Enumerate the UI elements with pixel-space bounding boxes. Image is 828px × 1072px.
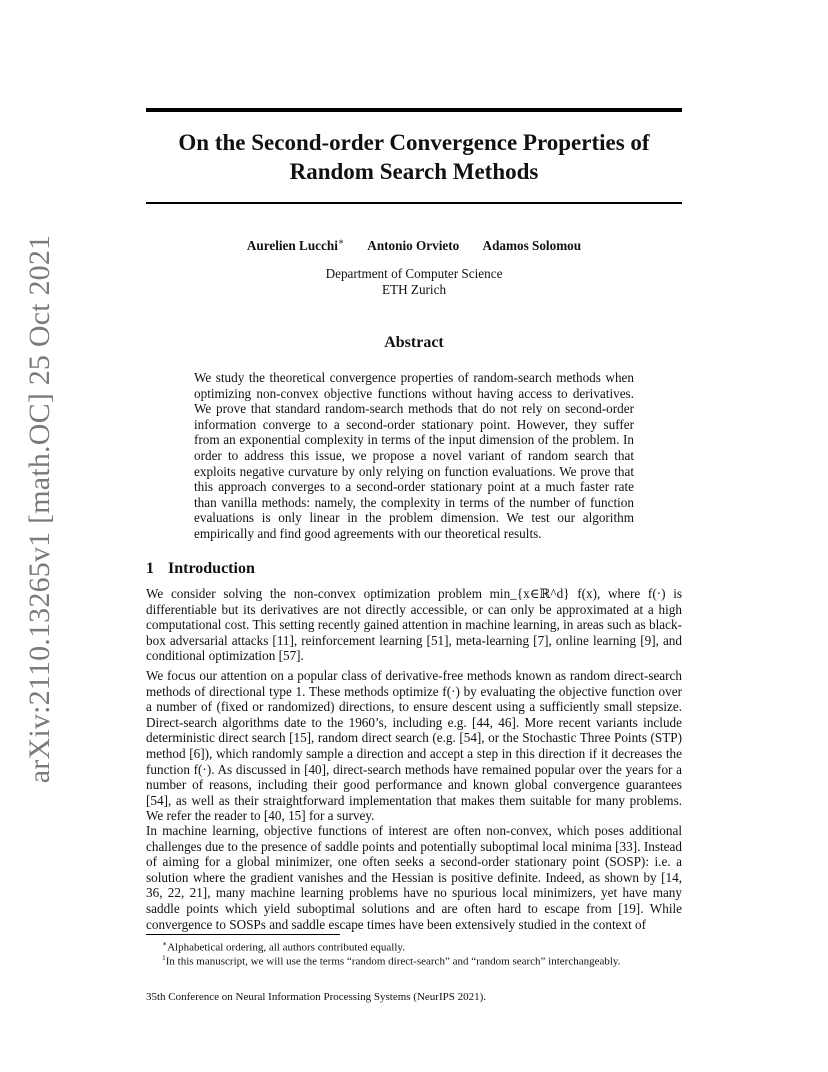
abstract-heading: Abstract [384,334,444,351]
author-name: Antonio Orvieto [367,238,460,254]
title-line-2: Random Search Methods [289,159,539,184]
section-title: Introduction [168,560,255,577]
author-list [146,237,682,254]
footnote-rule [146,934,340,935]
section-heading [146,560,682,578]
paper-title [146,128,682,186]
footnote-mark: ∗ [162,939,168,948]
footnote-2 [146,951,722,969]
affiliation-institution: ETH Zurich [381,282,447,297]
abstract-text: We study the theoretical convergence properties of random-search methods when optimizing non-convex objective functions without having access to derivatives. We prove that standard random-search methods that do not rely on second-order information converge to a second-order stationary point. However, they suffer from an exponential complexity in terms of the input dimension of the problem. In order to address this issue, we propose a novel variant of random search that exploits negative curvature by only relying on function evaluations. We prove that this approach converges to a second-order stationary point at a much faster rate than vanilla methods: namely, the complexity in terms of the number of function evaluations is only linear in the problem dimension. We test our algorithm empirically and find good agreements with our theoretical results. [194,370,634,541]
footnote-mark: 1 [162,953,166,962]
author-name: Aurelien Lucchi∗ [246,237,344,254]
intro-paragraph-3: In machine learning, objective functions of interest are often non-convex, which poses additional challenges due to the presence of saddle points and potentially suboptimal local minima [33]. Instead of aiming for a global minimizer, one often seeks a second-order stationary point (SOSP): i.e. a solution where the gradient vanishes and the Hessian is positive definite. Indeed, as shown by [14, 36, 22, 21], many machine learning problems have no spurious local minimizers, yet have many saddle points which yield suboptimal solutions and are often hard to escape from [19]. While convergence to SOSPs and saddle escape times have been extensively studied in the context of [146,823,682,932]
intro-paragraph-2: We focus our attention on a popular class of derivative-free methods known as random direct-search methods of directional type 1. These methods optimize f(·) by evaluating the objective function over a number of (fixed or randomized) directions, to ensure descent using a sufficiently small stepsize. Direct-search algorithms date to the 1960’s, including e.g. [44, 46]. More recent variants include deterministic direct search [15], random direct search (e.g. [54], or the Stochastic Three Points (STP) method [6]), which randomly sample a direction and accept a step in this direction if it decreases the function f(·). As discussed in [40], direct-search methods have remained popular over the years for a number of reasons, including their good performance and known global convergence guarantees [54], as well as their straightforward implementation that makes them suitable for many problems. We refer the reader to [40, 15] for a survey. [146,668,682,824]
title-bottom-rule [146,202,682,204]
section-number: 1 [146,560,154,577]
footnote-text: In this manuscript, we will use the terms “random direct-search” and “random search” interchangeably. [165,955,621,968]
conference-footer: 35th Conference on Neural Information Processing Systems (NeurIPS 2021). [146,991,487,1003]
affiliation-department: Department of Computer Science [325,266,503,281]
author-footnote-mark: ∗ [337,237,344,247]
arxiv-identifier-stamp [20,234,60,784]
title-line-1: On the Second-order Convergence Properties of [178,130,650,155]
intro-paragraph-1: We consider solving the non-convex optimization problem min_{x∈ℝ^d} f(x), where f(·) is differentiable but its derivatives are not directly accessible, or can only be approximated at a high computational cost. This setting recently gained attention in machine learning, in areas such as black-box adversarial attacks [11], reinforcement learning [51], meta-learning [7], online learning [9], and conditional optimization [57]. [146,586,682,664]
title-top-rule [146,108,682,112]
author-name: Adamos Solomou [482,238,582,254]
footnote-text: Alphabetical ordering, all authors contributed equally. [167,941,405,954]
arxiv-identifier-text: arXiv:2110.13265v1 [math.OC] 25 Oct 2021 [23,234,57,784]
affiliation [146,266,682,298]
